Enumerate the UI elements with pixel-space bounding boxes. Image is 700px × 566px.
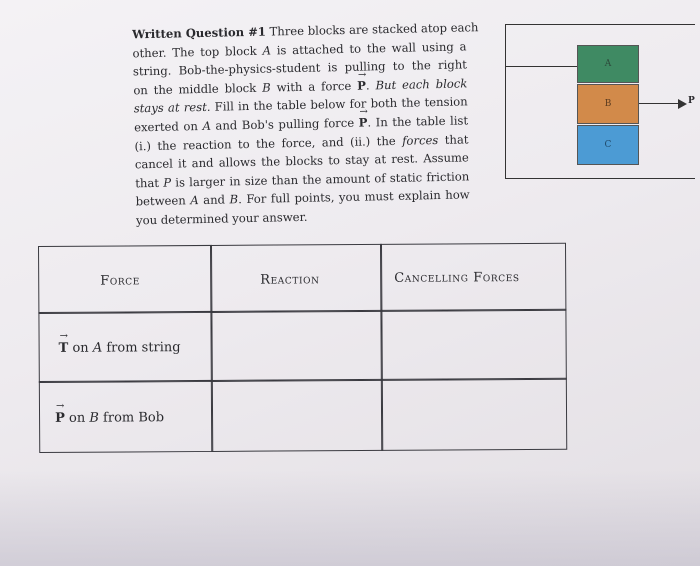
row-2-label: → P on B from Bob	[55, 410, 164, 426]
question-line: that P is larger in size than the amount of static friction	[135, 169, 470, 191]
row-2-reaction-cell[interactable]	[211, 379, 383, 452]
block-c: C	[577, 125, 639, 165]
row-2-cancelling-cell[interactable]	[381, 378, 567, 451]
block-a: A	[577, 45, 639, 83]
row-1-label: → T on A from string	[59, 340, 181, 356]
force-label: P	[688, 96, 695, 106]
question-text	[104, 18, 479, 230]
vector-p: → P	[357, 76, 366, 95]
header-force: Force	[100, 273, 140, 289]
header-cancelling-forces: Cancelling Forces	[394, 270, 520, 286]
vector-p: → P	[359, 113, 368, 132]
force-arrow	[639, 103, 679, 104]
vector-p: → P	[55, 411, 65, 426]
question-line: exerted on A and Bob's pulling force → P. In the table list	[106, 111, 468, 137]
question-line: stays at rest. Fill in the table below for both the tension	[133, 94, 468, 116]
string-line	[506, 66, 577, 67]
row-1-reaction-cell[interactable]	[210, 310, 382, 382]
answer-table	[38, 243, 567, 454]
question-heading: Written Question #1	[132, 24, 267, 42]
wall-line	[505, 24, 506, 178]
question-line: Written Question #1 Three blocks are stacked atop each	[132, 20, 479, 42]
row-1-cancelling-cell[interactable]	[380, 309, 566, 381]
question-line: between A and B. For full points, you must explain how	[135, 187, 470, 209]
floor-line	[505, 178, 695, 179]
question-line: (i.) the reaction to the force, and (ii.) the forces that	[134, 131, 469, 153]
paper-shadow	[0, 470, 700, 566]
ceiling-line	[505, 24, 695, 25]
question-line: other. The top block A is attached to the wall using a	[132, 39, 467, 60]
question-line: you determined your answer.	[135, 209, 308, 228]
header-reaction: Reaction	[260, 272, 320, 288]
block-diagram	[505, 14, 695, 182]
question-line: cancel it and allows the blocks to stay at rest. Assume	[134, 150, 469, 172]
vector-t: → T	[59, 341, 69, 356]
question-line: string. Bob-the-physics-student is pulling to the right	[132, 57, 468, 79]
question-line: on the middle block B with a force → P. But each block	[105, 74, 467, 100]
block-b: B	[577, 84, 639, 124]
